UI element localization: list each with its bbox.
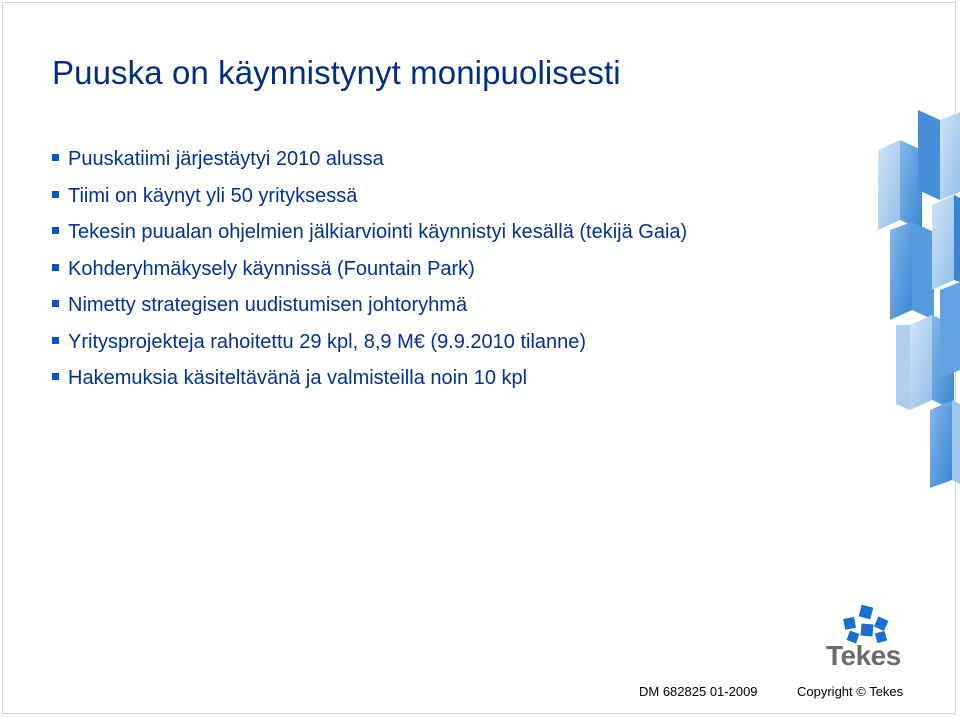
footer-document-reference: DM 682825 01-2009 xyxy=(639,684,758,699)
bullet-text: Kohderyhmäkysely käynnissä (Fountain Park) xyxy=(68,257,475,280)
bullet-text: Tekesin puualan ohjelmien jälkiarviointi käynnistyi kesällä (tekijä Gaia) xyxy=(68,221,688,243)
bullet-text: Nimetty strategisen uudistumisen johtoryhmä xyxy=(68,294,468,316)
square-bullet-icon xyxy=(52,264,59,271)
decorative-blocks xyxy=(870,110,960,490)
square-bullet-icon xyxy=(52,337,59,344)
bullet-item xyxy=(52,292,687,329)
bullet-text: Yritysprojekteja rahoitettu 29 kpl, 8,9 M€ (9.9.2010 tilanne) xyxy=(68,330,587,353)
square-bullet-icon xyxy=(52,191,59,198)
square-bullet-icon xyxy=(52,300,59,307)
bullet-text: Hakemuksia käsiteltävänä ja valmisteilla noin 10 kpl xyxy=(68,367,528,389)
bullet-item xyxy=(52,256,687,293)
bullet-text: Puuskatiimi järjestäytyi 2010 alussa xyxy=(68,148,384,170)
bullet-item xyxy=(52,365,687,402)
tekes-logo-text: Tekes xyxy=(826,640,901,671)
bullet-list xyxy=(52,146,687,402)
bullet-item xyxy=(52,219,687,256)
bullet-text: Tiimi on käynyt yli 50 yrityksessä xyxy=(68,184,358,207)
square-bullet-icon xyxy=(52,227,59,234)
slide-title: Puuska on käynnistynyt monipuolisesti xyxy=(52,54,621,91)
square-bullet-icon xyxy=(52,373,59,380)
bullet-item xyxy=(52,329,687,366)
bullet-item xyxy=(52,183,687,220)
footer-copyright: Copyright © Tekes xyxy=(797,684,904,699)
bullet-item xyxy=(52,146,687,183)
square-bullet-icon xyxy=(52,154,59,161)
